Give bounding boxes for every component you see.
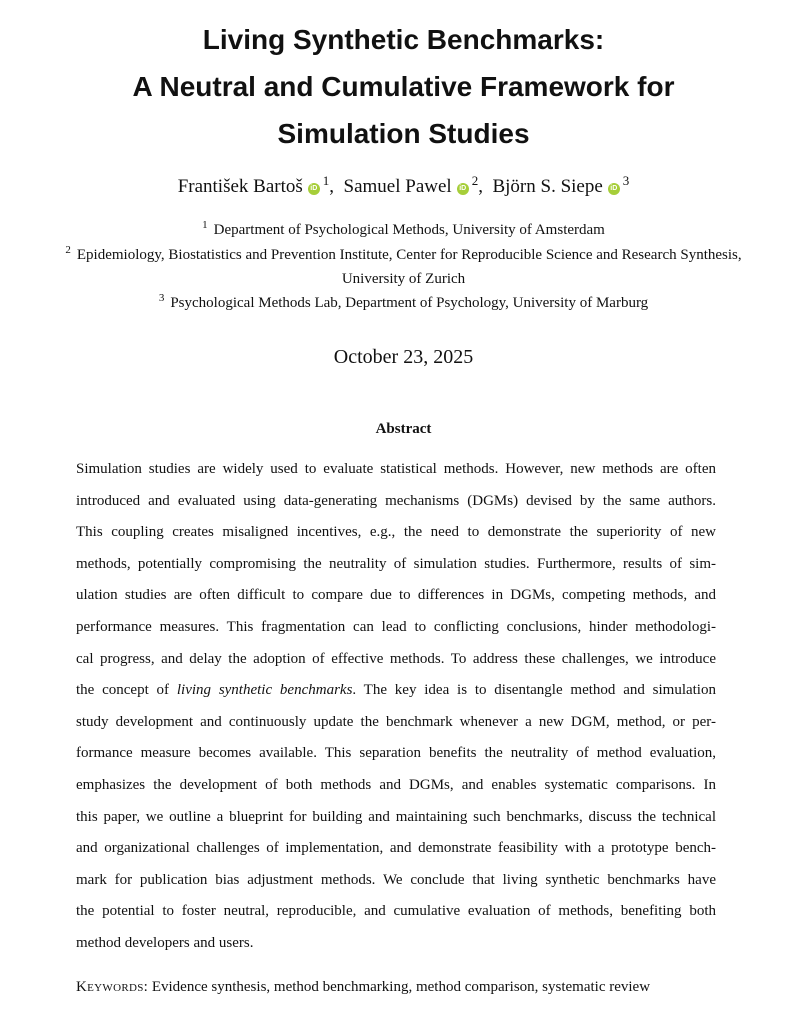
affiliation-3 <box>0 291 807 315</box>
author-separator: , <box>329 176 335 197</box>
abstract-body <box>76 454 716 960</box>
abstract-line: ulation studies are often difficult to compare due to differences in DGMs, competing methods, and <box>76 587 716 604</box>
abstract-line: performance measures. This fragmentation can lead to conflicting conclusions, hinder methodologi- <box>76 618 716 635</box>
abstract-emphasis: living synthetic benchmarks <box>176 682 353 699</box>
author-separator: , <box>478 176 483 197</box>
publication-date: October 23, 2025 <box>333 346 474 368</box>
affil-text: University of Zurich <box>341 271 466 287</box>
orcid-icon[interactable]: iD <box>457 183 469 195</box>
affiliation-2 <box>0 243 807 267</box>
abstract-line: mark for publication bias adjustment methods. We conclude that living synthetic benchmarks have <box>76 871 716 888</box>
orcid-icon[interactable]: iD <box>608 183 620 195</box>
keywords-label: Keywords: <box>76 979 149 995</box>
affil-text: Department of Psychological Methods, University of Amsterdam <box>213 222 605 238</box>
author-name: Samuel Pawel <box>343 176 452 197</box>
abstract-heading: Abstract <box>375 421 432 437</box>
author-name: František Bartoš <box>177 176 303 197</box>
title-line-3: Simulation Studies <box>277 118 530 149</box>
abstract-line: methods, potentially compromising the neutrality of simulation studies. Furthermore, results of sim- <box>76 555 716 572</box>
abstract-line: introduced and evaluated using data-generating mechanisms (DGMs) devised by the same authors. <box>76 492 716 509</box>
title-line-1: Living Synthetic Benchmarks: <box>202 24 605 55</box>
keywords <box>76 975 716 999</box>
affil-number: 2 <box>65 244 71 256</box>
abstract-line: emphasizes the development of both methods and DGMs, and enables systematic comparisons. In <box>76 776 716 793</box>
title-line-2: A Neutral and Cumulative Framework for <box>132 71 675 102</box>
keywords-text: Evidence synthesis, method benchmarking, method comparison, systematic review <box>151 979 651 995</box>
orcid-icon[interactable]: iD <box>308 183 320 195</box>
affil-text: Psychological Methods Lab, Department of Psychology, University of Marburg <box>170 295 649 311</box>
paper-title <box>0 16 807 157</box>
author-name: Björn S. Siepe <box>492 176 603 197</box>
author-affil-mark: 1 <box>322 173 330 188</box>
abstract-line: formance measure becomes available. This separation benefits the neutrality of method evaluation, <box>76 745 716 762</box>
abstract-line: this paper, we outline a blueprint for building and maintaining such benchmarks, discuss the technical <box>76 808 716 825</box>
abstract-line: This coupling creates misaligned incentives, e.g., the need to demonstrate the superiority of new <box>76 524 716 541</box>
author-list <box>0 174 807 200</box>
affil-number: 3 <box>158 292 165 304</box>
author-affil-mark: 3 <box>622 173 630 188</box>
abstract-line: the concept of living synthetic benchmarks. The key idea is to disentangle method and simulation <box>76 682 716 699</box>
affil-text: Epidemiology, Biostatistics and Prevention Institute, Center for Reproducible Science and Research Synthesis, <box>76 247 742 263</box>
abstract-line: study development and continuously update the benchmark whenever a new DGM, method, or per- <box>76 713 716 730</box>
abstract-line: method developers and users. <box>76 934 254 951</box>
affil-number: 1 <box>202 219 208 231</box>
abstract-line: Simulation studies are widely used to evaluate statistical methods. However, new methods are often <box>76 461 716 477</box>
author-affil-mark: 2 <box>471 173 479 188</box>
abstract-line: and organizational challenges of implementation, and demonstrate feasibility with a prototype bench- <box>76 840 716 857</box>
abstract-line: cal progress, and delay the adoption of effective methods. To address these challenges, we introduce <box>76 650 716 667</box>
affiliation-1 <box>0 218 807 242</box>
affiliation-2-cont <box>0 267 807 291</box>
abstract-line: the potential to foster neutral, reproducible, and cumulative evaluation of methods, benefiting both <box>76 903 716 920</box>
